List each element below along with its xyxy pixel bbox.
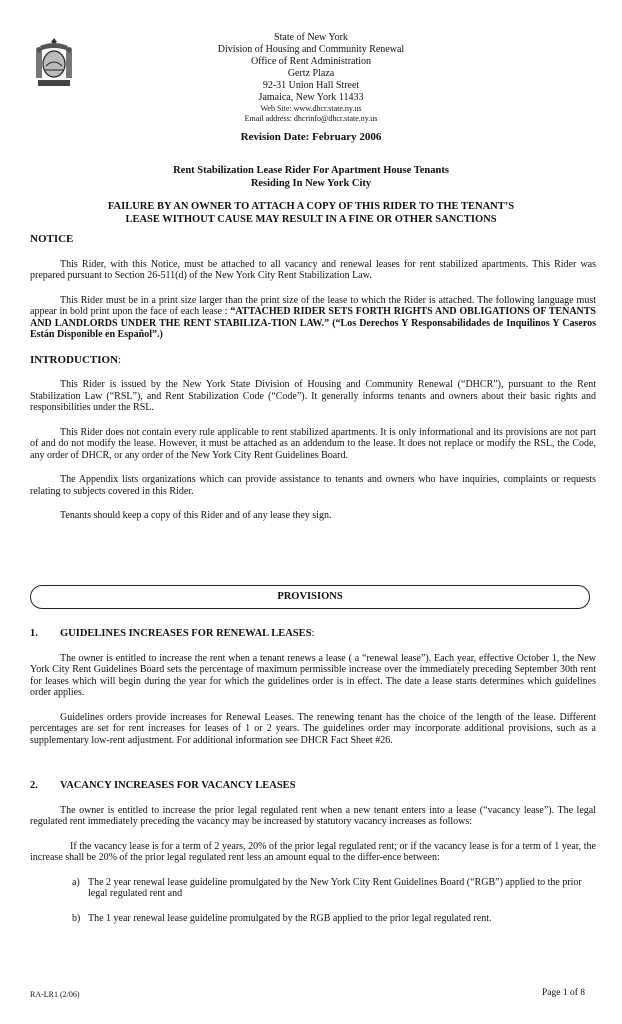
introduction-heading: [30, 355, 596, 367]
form-number: RA-LR1 (2/06): [30, 990, 80, 999]
section-2-number: 2.: [30, 780, 38, 791]
email-line: Email address: dhcrinfo@dhcr.state.ny.us: [244, 114, 378, 123]
section-1-paragraph-2: Guidelines orders provide increases for Renewal Leases. The renewing tenant has the choice of the length of the lease. Different percentages are set for rent increases for leases of 1 or 2 years. The guidelines order may incorporate additional provisions, such as a supplementary low-rent adjustment. For additional information see DHCR Fact Sheet #26.: [30, 711, 596, 746]
header-line: 92-31 Union Hall Street: [262, 80, 360, 91]
intro-paragraph-1: This Rider is issued by the New York State Division of Housing and Community Renewal (“DHCR”), pursuant to the Rent Stabilization Law (“RSL”), and Rent Stabilization Code (“Code”). It generally informs tenants and owners about their basic rights and responsibilities under the RSL.: [30, 379, 596, 413]
section-2: [30, 780, 596, 924]
section-2-heading: [30, 780, 596, 792]
agency-header: [0, 32, 622, 124]
vacancy-increase-list: [72, 877, 596, 925]
document-title: [0, 164, 622, 190]
section-2-paragraph-2: If the vacancy lease is for a term of 2 years, 20% of the prior legal regulated rent; or if the vacancy lease is for a term of 1 year, the increase shall be 20% of the prior legal regulated rent less an amount equal to the differ-ence between:: [30, 840, 596, 863]
header-line: Office of Rent Administration: [250, 56, 372, 67]
notice-heading: NOTICE: [30, 233, 74, 245]
section-1-number: 1.: [30, 628, 38, 639]
list-item-text: The 2 year renewal lease guideline promulgated by the New York City Rent Guidelines Board (“RGB”) applied to the prior legal regulated rent and: [88, 876, 582, 899]
section-1-colon: :: [311, 628, 315, 639]
section-1-heading: [30, 628, 596, 640]
introduction-heading-text: INTRODUCTION: [30, 353, 119, 366]
provisions-banner: PROVISIONS: [30, 585, 590, 609]
list-item: [72, 877, 596, 900]
intro-paragraph-4: Tenants should keep a copy of this Rider and of any lease they sign.: [60, 510, 332, 521]
notice-paragraph-2: [30, 295, 596, 341]
notice-and-introduction: [30, 234, 596, 522]
title-line-2: Residing In New York City: [250, 178, 372, 189]
failure-line-2: LEASE WITHOUT CAUSE MAY RESULT IN A FINE OR OTHER SANCTIONS: [125, 214, 497, 225]
notice-paragraph-1: This Rider, with this Notice, must be attached to all vacancy and renewal leases for rent stabilized apartments. This Rider was prepared pursuant to Section 26-511(d) of the New York City Rent Stabilization Law.: [30, 258, 596, 281]
section-1-title: GUIDELINES INCREASES FOR RENEWAL LEASES: [60, 628, 312, 639]
header-line: Gertz Plaza: [287, 68, 335, 79]
list-item-label: b): [72, 912, 81, 924]
revision-date: Revision Date: February 2006: [240, 131, 382, 143]
header-line: Jamaica, New York 11433: [258, 92, 364, 103]
header-line: Division of Housing and Community Renewal: [217, 44, 405, 55]
list-item-label: a): [72, 876, 80, 888]
intro-paragraph-3: The Appendix lists organizations which can provide assistance to tenants and owners who have inquiries, complaints or requests relating to subjects covered in this Rider.: [30, 474, 596, 497]
failure-line-1: FAILURE BY AN OWNER TO ATTACH A COPY OF THIS RIDER TO THE TENANT’S: [107, 201, 515, 212]
list-item-text: The 1 year renewal lease guideline promulgated by the RGB applied to the prior legal regulated rent.: [88, 912, 492, 924]
section-2-paragraph-1: The owner is entitled to increase the prior legal regulated rent when a new tenant enters into a lease (“vacancy lease”). The legal regulated rent immediately preceding the vacancy may be increased by statutory vacancy increases as follows:: [30, 804, 596, 827]
header-line: State of New York: [274, 32, 348, 43]
notice-p2-text: This Rider must be in a print size larger than the print size of the lease to which the Rider is attached. The following language must appear in bold print upon the face of each lease :: [30, 294, 596, 317]
section-1-paragraph-1: The owner is entitled to increase the rent when a tenant renews a lease ( a “renewal lease”). Each year, effective October 1, the New York City Rent Guidelines Board sets the percentage of maximum permissible increase over the immediately preceding September 30th rent for leases which will begin during the year for which the guidelines order is in effect. The date a lease starts determines which guidelines order applies.: [30, 652, 596, 698]
title-line-1: Rent Stabilization Lease Rider For Apartment House Tenants: [173, 165, 449, 176]
introduction-heading-colon: :: [118, 353, 122, 366]
page-number: Page 1 of 8: [541, 988, 585, 998]
failure-warning: [0, 200, 622, 226]
section-2-title: VACANCY INCREASES FOR VACANCY LEASES: [60, 780, 296, 791]
intro-paragraph-2: This Rider does not contain every rule applicable to rent stabilized apartments. It is only informational and its provisions are not part of and do not modify the lease. However, it must be attached as an addendum to the lease. It does not replace or modify the RSL, the Code, any order of DHCR, or any order of the New York City Rent Guidelines Board.: [30, 426, 596, 461]
section-1: [30, 628, 596, 746]
website-line: Web Site: www.dhcr.state.ny.us: [260, 104, 362, 113]
required-bold-language: “ATTACHED RIDER SETS FORTH RIGHTS AND OBLIGATIONS OF TENANTS AND LANDLORDS UNDER THE RENT STABILIZA-TION LAW.” (“Los Derechos Y Responsabilidades de Inquilinos Y Caseros Están Disponible en Español”.): [30, 306, 596, 340]
list-item: [72, 913, 596, 925]
